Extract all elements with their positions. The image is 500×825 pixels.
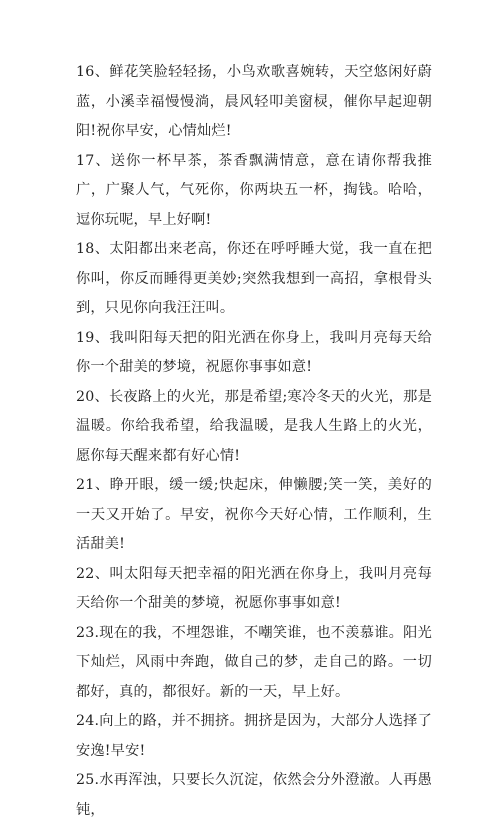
paragraph-18: 18、太阳都出来老高，你还在呼呼睡大觉，我一直在把你叫，你反而睡得更美妙;突然我想到一高招，拿根骨头到，只见你向我汪汪叫。 xyxy=(76,241,432,316)
paragraph-23: 23.现在的我，不埋怨谁，不嘲笑谁，也不羡慕谁。阳光下灿烂，风雨中奔跑，做自己的梦，走自己的路。一切都好，真的，都很好。新的一天，早上好。 xyxy=(76,624,432,700)
paragraph-21: 21、睁开眼，缓一缓;快起床，伸懒腰;笑一笑，美好的一天又开始了。早安，祝你今天好心情，工作顺利，生活甜美! xyxy=(76,477,432,552)
paragraph-22: 22、叫太阳每天把幸福的阳光洒在你身上，我叫月亮每天给你一个甜美的梦境，祝愿你事事如意! xyxy=(76,565,432,611)
paragraph-20: 20、长夜路上的火光，那是希望;寒冷冬天的火光，那是温暖。你给我希望，给我温暖，是我人生路上的火光，愿你每天醒来都有好心情! xyxy=(76,388,432,464)
paragraph-16: 16、鲜花笑脸轻轻扬，小鸟欢歌喜婉转，天空悠闲好蔚蓝，小溪幸福慢慢淌，晨风轻叩美窗棂，催你早起迎朝阳!祝你早安，心情灿烂! xyxy=(76,64,432,139)
paragraph-24: 24.向上的路，并不拥挤。拥挤是因为，大部分人选择了安逸!早安! xyxy=(76,713,432,759)
paragraph-19: 19、我叫阳每天把的阳光洒在你身上，我叫月亮每天给你一个甜美的梦境，祝愿你事事如意! xyxy=(76,329,432,375)
paragraph-17: 17、送你一杯早茶，茶香飘满情意，意在请你帮我推广，广聚人气，气死你，你两块五一杯，掏钱。哈哈，逗你玩呢，早上好啊! xyxy=(76,152,432,228)
paragraph-25: 25.水再浑浊，只要长久沉淀，依然会分外澄澈。人再愚钝， xyxy=(76,772,432,818)
document-body xyxy=(76,58,432,825)
